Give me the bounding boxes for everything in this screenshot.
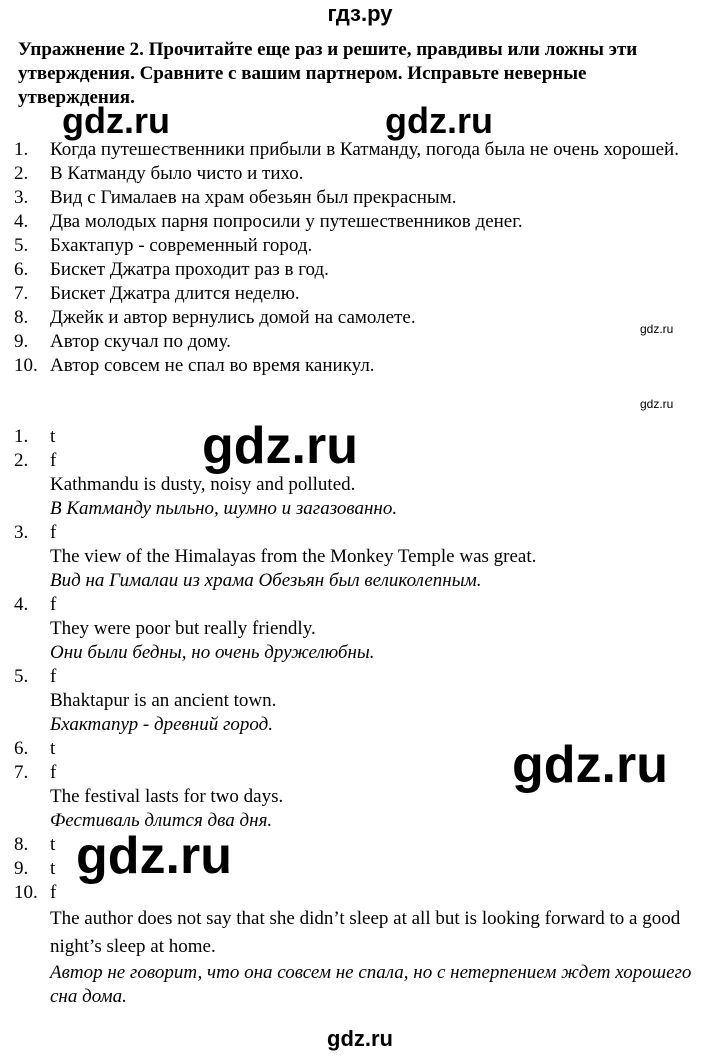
exercise-title: Упражнение 2. Прочитайте еще раз и решите, правдивы или ложны эти утверждения. Сравните с вашим партнером. Исправьте неверные утверждения. (18, 39, 638, 108)
statement-item (14, 162, 714, 186)
answer-value: f (50, 450, 57, 471)
answer-value: f (50, 594, 57, 615)
answer-value: t (50, 738, 56, 759)
answer-value: f (50, 882, 57, 903)
answer-number: 4. (14, 594, 29, 615)
answer-item (14, 521, 714, 593)
statement-item (14, 186, 714, 210)
correction-russian: Бхактапур - древний город. (50, 714, 273, 735)
answer-value: f (50, 522, 57, 543)
answer-value: f (50, 762, 57, 783)
answer-item (14, 881, 714, 1009)
statement-number: 3. (14, 187, 29, 208)
correction-russian: Автор не говорит, что она совсем не спала, но с нетерпением ждет хорошего сна дома. (50, 962, 692, 1007)
answer-number: 6. (14, 738, 29, 759)
answer-item (14, 425, 714, 449)
correction-russian: Вид на Гималаи из храма Обезьян был великолепным. (50, 570, 482, 591)
statement-number: 9. (14, 331, 29, 352)
watermark: gdz.ru (640, 322, 674, 336)
correction-russian: Они были бедны, но очень дружелюбны. (50, 642, 375, 663)
statement-text: Вид с Гималаев на храм обезьян был прекрасным. (50, 187, 457, 208)
correction-russian: Фестиваль длится два дня. (50, 810, 273, 831)
statement-number: 7. (14, 283, 29, 304)
statement-item (14, 330, 714, 354)
answer-item (14, 449, 714, 521)
statement-text: Автор совсем не спал во время каникул. (50, 355, 375, 376)
watermark: gdz.ru (640, 397, 674, 411)
statement-text: В Катманду было чисто и тихо. (50, 163, 304, 184)
statement-text: Бхактапур - современный город. (50, 235, 313, 256)
answer-number: 9. (14, 858, 29, 879)
answer-number: 7. (14, 762, 29, 783)
statement-text: Два молодых парня попросили у путешественников денег. (50, 211, 523, 232)
answer-item (14, 593, 714, 665)
statement-item (14, 210, 714, 234)
statement-number: 2. (14, 163, 29, 184)
statement-number: 5. (14, 235, 29, 256)
answer-value: f (50, 666, 57, 687)
answers-list (14, 425, 714, 1009)
watermark: gdz.ru (385, 100, 493, 141)
statement-text: Джейк и автор вернулись домой на самолете. (50, 307, 416, 328)
statement-text: Бискет Джатра проходит раз в год. (50, 259, 329, 280)
correction-english: The view of the Himalayas from the Monkey Temple was great. (50, 546, 537, 567)
statement-text: Бискет Джатра длится неделю. (50, 283, 300, 304)
statement-number: 10. (14, 355, 38, 376)
correction-english: They were poor but really friendly. (50, 618, 316, 639)
correction-english: The festival lasts for two days. (50, 786, 284, 807)
watermark: gdz.ru (512, 736, 668, 794)
statement-item (14, 282, 714, 306)
answer-value: t (50, 858, 56, 879)
statement-text: Когда путешественники прибыли в Катманду, погода была не очень хорошей. (50, 139, 679, 160)
answer-number: 2. (14, 450, 29, 471)
watermark: gdz.ru (202, 417, 358, 475)
answer-number: 10. (14, 882, 38, 903)
watermark: gdz.ru (62, 100, 170, 141)
statement-item (14, 258, 714, 282)
answer-value: t (50, 426, 56, 447)
site-footer: gdz.ru (327, 1026, 393, 1051)
answer-number: 5. (14, 666, 29, 687)
statement-text: Автор скучал по дому. (50, 331, 231, 352)
answer-item (14, 665, 714, 737)
statement-item (14, 354, 714, 378)
answer-value: t (50, 834, 56, 855)
statement-item (14, 306, 714, 330)
correction-russian: В Катманду пыльно, шумно и загазованно. (50, 498, 398, 519)
statement-number: 8. (14, 307, 29, 328)
correction-english: Bhaktapur is an ancient town. (50, 690, 277, 711)
answer-number: 8. (14, 834, 29, 855)
site-header: гдз.ру (327, 1, 393, 26)
watermark: gdz.ru (76, 827, 232, 885)
correction-english: The author does not say that she didn’t sleep at all but is looking forward to a good night’s sleep at home. (50, 908, 681, 957)
statement-number: 1. (14, 139, 29, 160)
answer-number: 1. (14, 426, 29, 447)
answer-number: 3. (14, 522, 29, 543)
statement-number: 6. (14, 259, 29, 280)
statement-number: 4. (14, 211, 29, 232)
statements-list (14, 138, 714, 378)
correction-english: Kathmandu is dusty, noisy and polluted. (50, 474, 356, 495)
statement-item (14, 234, 714, 258)
